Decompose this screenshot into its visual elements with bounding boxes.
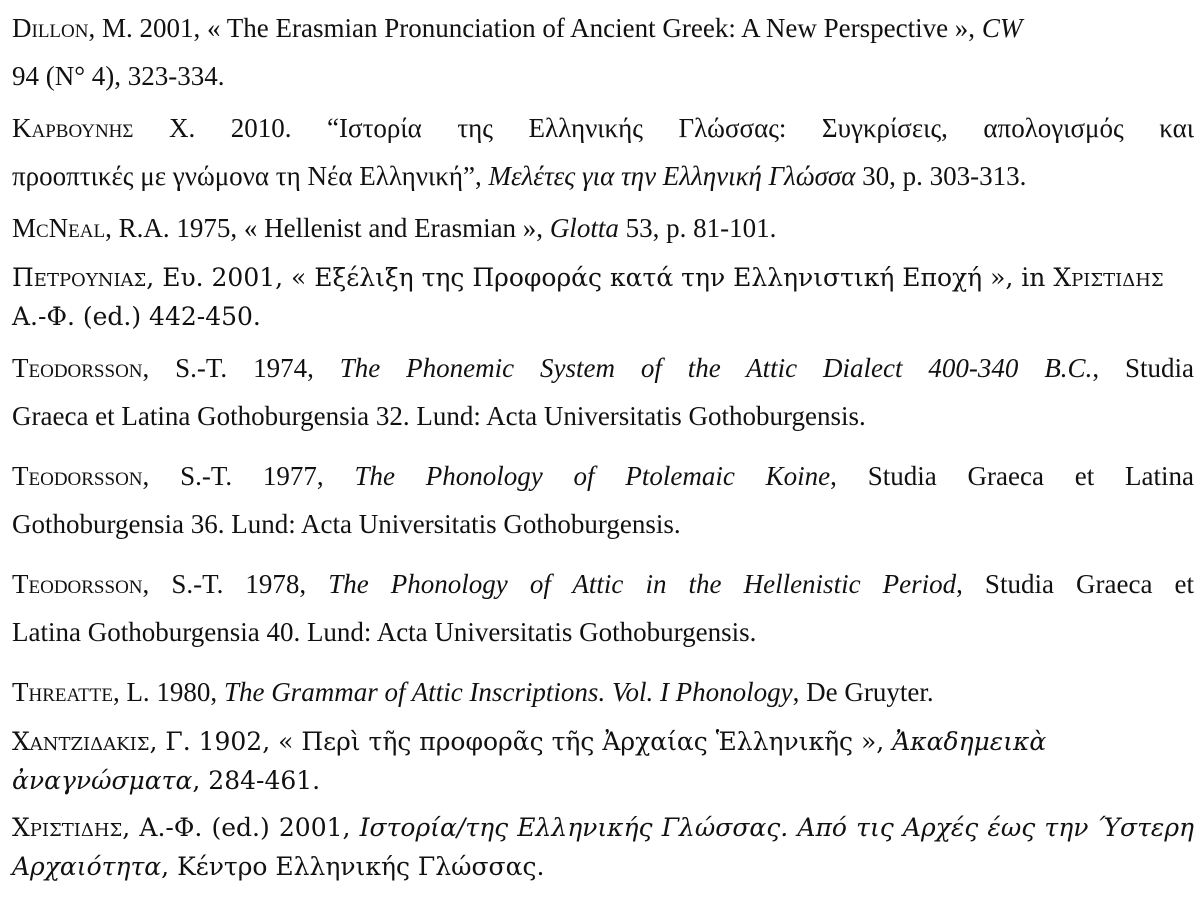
- reference-text: , R.A. 1975, « Hellenist and Erasmian »,: [105, 213, 550, 243]
- author-name: Teodorsson: [12, 461, 143, 491]
- reference-petrounias: [12, 258, 1194, 336]
- reference-text: , L. 1980,: [112, 677, 224, 707]
- author-name: Χριστιδης: [1053, 263, 1164, 292]
- reference-text: , Studia: [1092, 353, 1194, 383]
- reference-karvounis: [12, 104, 1194, 200]
- reference-line: [12, 344, 1194, 392]
- work-title: The Phonology of Attic in the Hellenistic Period: [328, 569, 957, 599]
- reference-text: , Ευ. 2001, « Εξέλιξη της Προφοράς κατά την Ελληνιστική Εποχή », in: [146, 263, 1054, 292]
- reference-line: [12, 52, 1194, 100]
- work-title: The Phonology of Ptolemaic Koine: [354, 461, 831, 491]
- reference-text: Graeca et Latina Gothoburgensia 32. Lund: Acta Universitatis Gothoburgensis.: [12, 401, 866, 431]
- work-title: The Grammar of Attic Inscriptions. Vol. I Phonology: [223, 677, 793, 707]
- reference-text: , Studia Graeca et Latina: [830, 461, 1195, 491]
- author-name: Dillon: [12, 13, 89, 43]
- reference-line: [12, 204, 1194, 252]
- author-name: Threatte: [12, 677, 113, 707]
- reference-text: , Α.-Φ. (ed.) 2001,: [122, 813, 360, 842]
- reference-text: , S.-T. 1974,: [142, 353, 340, 383]
- work-title: Ιστορία/της Ελληνικής Γλώσσας. Από τις Αρχές έως την Ύστερη: [359, 813, 1194, 842]
- work-title: Glotta: [549, 213, 619, 243]
- author-name: Teodorsson: [12, 353, 143, 383]
- work-title: Αρχαιότητα: [12, 852, 162, 881]
- reference-text: , S.-T. 1977,: [142, 461, 355, 491]
- reference-line: [12, 392, 1194, 440]
- reference-text: , S.-T. 1978,: [142, 569, 329, 599]
- reference-text: Latina Gothoburgensia 40. Lund: Acta Universitatis Gothoburgensis.: [12, 617, 757, 647]
- work-title: The Phonemic System of the Attic Dialect 400-340 B.C.: [339, 353, 1093, 383]
- reference-teodorsson-1974: [12, 344, 1194, 440]
- reference-text: 94 (N° 4), 323-334.: [12, 61, 225, 91]
- reference-mcneal: [12, 204, 1194, 252]
- author-name: Πετρουνιας: [12, 263, 147, 292]
- reference-line: [12, 722, 1194, 761]
- reference-threatte: [12, 668, 1194, 716]
- reference-line: [12, 608, 1194, 656]
- reference-text: , Studia Graeca et: [956, 569, 1194, 599]
- reference-line: [12, 104, 1194, 152]
- reference-text: , De Gruyter.: [792, 677, 934, 707]
- work-title: Ἀκαδημεικὰ: [892, 727, 1047, 756]
- reference-text: 53, p. 81-101.: [618, 213, 777, 243]
- reference-dillon: [12, 4, 1194, 100]
- reference-line: [12, 258, 1194, 297]
- reference-line: [12, 808, 1194, 847]
- reference-line: [12, 847, 1194, 886]
- work-title: ἀναγνώσματα: [12, 766, 193, 795]
- author-name: Καρβουνης: [12, 113, 134, 143]
- reference-text: Α.-Φ. (ed.) 442-450.: [12, 302, 261, 331]
- reference-line: [12, 668, 1194, 716]
- author-name: Teodorsson: [12, 569, 143, 599]
- reference-chatzidakis: [12, 722, 1194, 800]
- reference-line: [12, 152, 1194, 200]
- reference-text: Χ. 2010. “Ιστορία της Ελληνικής Γλώσσας: Συγκρίσεις, απολογισμός και: [133, 113, 1194, 143]
- author-name: Χριστιδης: [12, 813, 123, 842]
- reference-line: [12, 297, 1194, 336]
- reference-teodorsson-1978: [12, 560, 1194, 656]
- reference-line: [12, 452, 1194, 500]
- work-title: CW: [981, 13, 1023, 43]
- reference-teodorsson-1977: [12, 452, 1194, 548]
- author-name: McNeal: [12, 213, 106, 243]
- reference-line: [12, 560, 1194, 608]
- reference-text: 30, p. 303-313.: [855, 161, 1027, 191]
- reference-text: Gothoburgensia 36. Lund: Acta Universitatis Gothoburgensis.: [12, 509, 681, 539]
- reference-text: , M. 2001, « The Erasmian Pronunciation of Ancient Greek: A New Perspective »,: [88, 13, 982, 43]
- reference-text: προοπτικές με γνώμονα τη Νέα Ελληνική”,: [12, 161, 489, 191]
- work-title: Μελέτες για την Ελληνική Γλώσσα: [488, 161, 856, 191]
- reference-text: , Κέντρο Ελληνικής Γλώσσας.: [161, 852, 545, 881]
- reference-line: [12, 4, 1194, 52]
- reference-text: , Γ. 1902, « Περὶ τῆς προφορᾶς τῆς Ἀρχαίας Ἑλληνικῆς »,: [149, 727, 893, 756]
- reference-text: , 284-461.: [192, 766, 321, 795]
- author-name: Χαντζιδακις: [12, 727, 150, 756]
- reference-line: [12, 500, 1194, 548]
- reference-christidis: [12, 808, 1194, 886]
- reference-line: [12, 761, 1194, 800]
